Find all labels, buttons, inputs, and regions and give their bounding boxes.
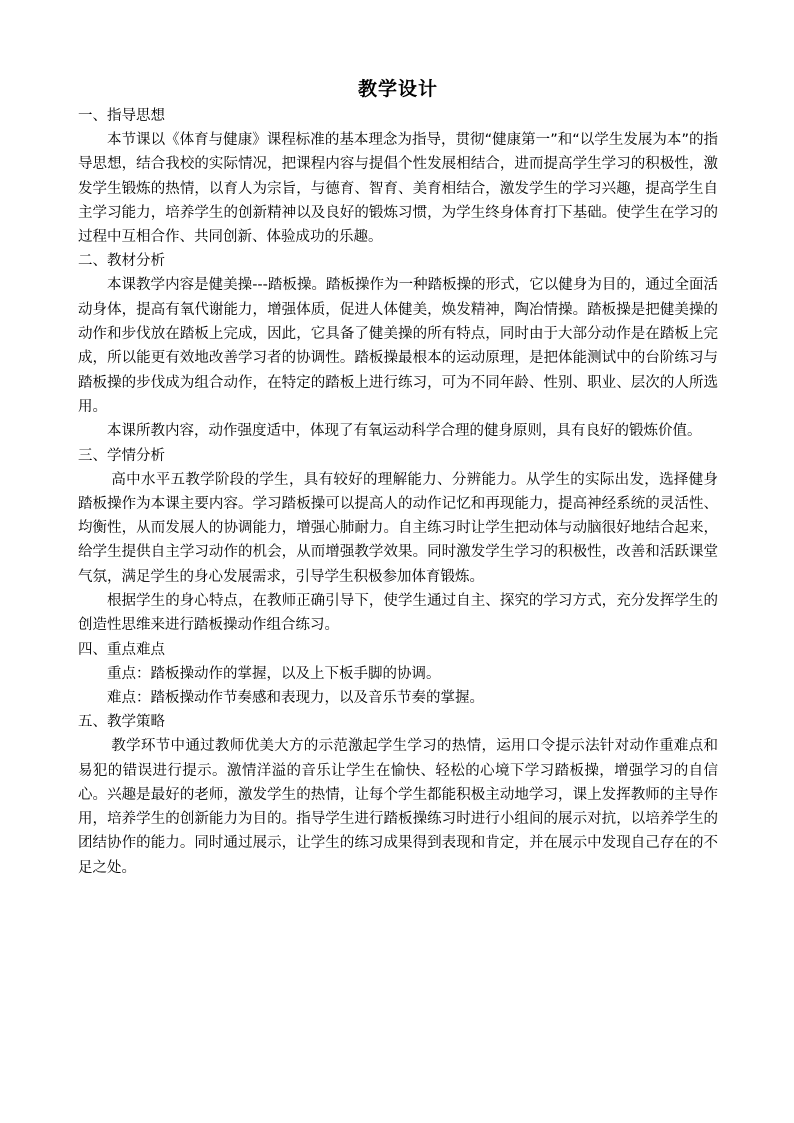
paragraph: 难点：踏板操动作节奏感和表现力，以及音乐节奏的掌握。 [107, 689, 484, 706]
section-learner-analysis [78, 444, 718, 638]
section-material-analysis [78, 249, 718, 443]
paragraph: 高中水平五教学阶段的学生，具有较好的理解能力、分辨能力。从学生的实际出发，选择健身踏板操作为本课主要内容。学习踏板操可以提高人的动作记忆和再现能力，提高神经系统的灵活性、均衡性，从而发展人的协调能力，增强心肺耐力。自主练习时让学生把动体与动脑很好地结合起来，给学生提供自主学习动作的机会，从而增强教学效果。同时激发学生学习的积极性，改善和活跃课堂气氛，满足学生的身心发展需求，引导学生积极参加体育锻炼。 [78, 471, 718, 585]
paragraph: 根据学生的身心特点，在教师正确引导下，使学生通过自主、探究的学习方式，充分发挥学生的创造性思维来进行踏板操动作组合练习。 [78, 593, 718, 634]
section-heading: 五、教学策略 [78, 714, 165, 731]
section-key-difficulties [78, 638, 718, 711]
paragraph: 重点：踏板操动作的掌握，以及上下板手脚的协调。 [107, 665, 441, 682]
paragraph: 本课教学内容是健美操---踏板操。踏板操作为一种踏板操的形式，它以健身为目的，通过全面活动身体，提高有氧代谢能力，增强体质，促进人体健美，焕发精神，陶冶情操。踏板操是把健美操的动作和步伐放在踏板上完成，因此，它具备了健美操的所有特点，同时由于大部分动作是在踏板上完成，所以能更有效地改善学习者的协调性。踏板操最根本的运动原理，是把体能测试中的台阶练习与踏板操的步伐成为组合动作，在特定的踏板上进行练习，可为不同年龄、性别、职业、层次的人所选用。 [78, 277, 718, 415]
section-heading: 三、学情分析 [78, 447, 165, 464]
paragraph: 教学环节中通过教师优美大方的示范激起学生学习的热情，运用口令提示法针对动作重难点和易犯的错误进行提示。激情洋溢的音乐让学生在愉快、轻松的心境下学习踏板操，增强学习的自信心。兴趣是最好的老师，激发学生的热情，让每个学生都能积极主动地学习，课上发挥教师的主导作用，培养学生的创新能力为目的。指导学生进行踏板操练习时进行小组间的展示对抗，以培养学生的团结协作的能力。同时通过展示，让学生的练习成果得到表现和肯定，并在展示中发现自己存在的不足之处。 [78, 738, 718, 876]
section-guiding-thought [78, 104, 718, 249]
section-teaching-strategy [78, 710, 718, 880]
section-heading: 一、指导思想 [78, 108, 165, 124]
section-heading: 二、教材分析 [78, 253, 165, 270]
paragraph: 本课所教内容，动作强度适中，体现了有氧运动科学合理的健身原则，具有良好的锻炼价值。 [107, 423, 702, 440]
document-title: 教学设计 [357, 78, 438, 100]
document-body [78, 76, 718, 880]
paragraph: 本节课以《体育与健康》课程标准的基本理念为指导，贯彻“健康第一”和“以学生发展为本”的指导思想，结合我校的实际情况，把课程内容与提倡个性发展相结合，进而提高学生学习的积极性，激发学生锻炼的热情，以育人为宗旨，与德育、智育、美育相结合，激发学生的学习兴趣，提高学生自主学习能力，培养学生的创新精神以及良好的锻炼习惯，为学生终身体育打下基础。使学生在学习的过程中互相合作、共同创新、体验成功的乐趣。 [78, 132, 718, 246]
section-heading: 四、重点难点 [78, 641, 165, 658]
